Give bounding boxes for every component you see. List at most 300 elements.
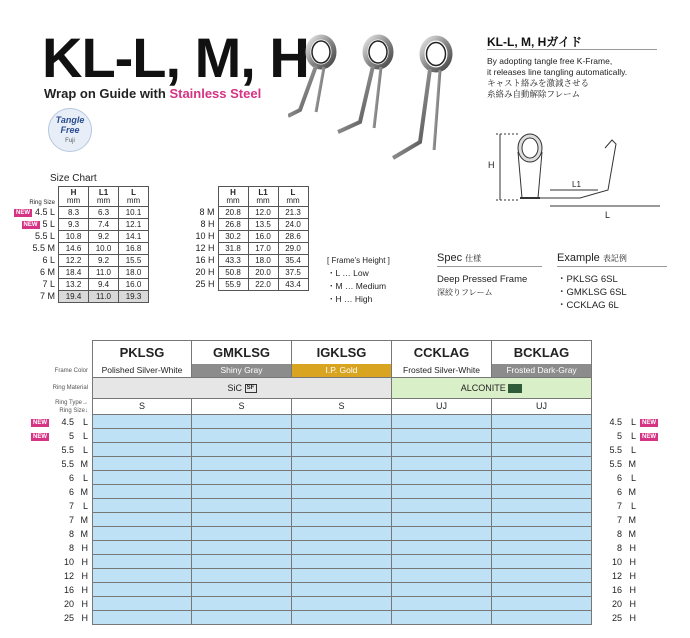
size-value: 17.0	[248, 243, 278, 255]
size-label	[12, 243, 59, 255]
availability-cell[interactable]	[92, 429, 192, 443]
size-number: 10	[195, 231, 208, 241]
size-label	[12, 267, 59, 279]
divider	[437, 266, 542, 267]
divider	[557, 266, 667, 267]
availability-cell[interactable]	[392, 499, 492, 513]
table-row	[92, 471, 592, 485]
new-badge: NEW	[16, 209, 30, 216]
row-label-right	[594, 471, 684, 485]
availability-cell[interactable]	[492, 611, 592, 625]
size-number: 4.5	[35, 207, 51, 217]
size-number: 5.5	[61, 459, 74, 469]
size-value: 14.6	[59, 243, 89, 255]
availability-cell[interactable]	[492, 415, 592, 429]
availability-cell[interactable]	[192, 471, 292, 485]
size-row	[172, 255, 308, 267]
guide-illustration	[288, 32, 468, 164]
availability-cell[interactable]	[92, 457, 192, 471]
size-label	[172, 207, 218, 219]
size-type: H	[208, 231, 215, 241]
availability-cell[interactable]	[192, 457, 292, 471]
size-type: H	[81, 613, 88, 623]
availability-cell[interactable]	[292, 457, 392, 471]
row-label-left	[8, 485, 92, 499]
divider	[487, 49, 657, 50]
availability-cell[interactable]	[292, 597, 392, 611]
example-list	[557, 273, 627, 312]
row-label-left	[8, 443, 92, 457]
sic-mark-icon: SF	[245, 384, 257, 393]
size-value: 21.3	[278, 207, 308, 219]
size-number: 5	[68, 431, 74, 441]
row-label-right	[594, 457, 684, 471]
table-row	[92, 485, 592, 499]
dimension-diagram	[480, 118, 670, 228]
availability-cell[interactable]	[492, 499, 592, 513]
availability-cell[interactable]	[92, 555, 192, 569]
column-header-ccklag: CCKLAG	[392, 340, 492, 364]
size-type: L	[82, 431, 88, 441]
row-label-left	[8, 457, 92, 471]
size-number: 7	[616, 515, 622, 525]
size-value: 20.0	[248, 267, 278, 279]
availability-cell[interactable]	[92, 443, 192, 457]
availability-cell[interactable]	[192, 499, 292, 513]
availability-cell[interactable]	[392, 527, 492, 541]
frame-color-row	[92, 364, 592, 378]
availability-cell[interactable]	[492, 583, 592, 597]
size-label	[12, 291, 59, 303]
alconite-mark-icon	[508, 384, 522, 393]
size-number: 7	[68, 515, 74, 525]
grid-left-labels	[8, 340, 92, 625]
size-number: 5.5	[609, 445, 622, 455]
row-label-right	[594, 415, 684, 429]
size-value: 9.2	[89, 255, 119, 267]
availability-cell[interactable]	[392, 457, 492, 471]
availability-cell[interactable]	[492, 471, 592, 485]
example-item: ・PKLSG 6SL	[557, 274, 618, 285]
table-row	[92, 513, 592, 527]
table-row	[92, 541, 592, 555]
size-row	[172, 243, 308, 255]
size-number: 4.5	[609, 417, 622, 427]
availability-cell[interactable]	[192, 443, 292, 457]
size-number: 5	[42, 219, 51, 229]
size-type: H	[81, 599, 88, 609]
row-label-right	[594, 485, 684, 499]
spec-value	[437, 273, 527, 299]
size-value: 13.2	[59, 279, 89, 291]
size-type: H	[81, 557, 88, 567]
size-type: L	[82, 445, 88, 455]
size-number: 25	[611, 613, 622, 623]
availability-cell[interactable]	[392, 513, 492, 527]
desc-line: 糸絡み自動解除フレーム	[487, 89, 581, 99]
availability-cell[interactable]	[92, 415, 192, 429]
size-value: 18.0	[248, 255, 278, 267]
availability-cell[interactable]	[292, 429, 392, 443]
size-number: 5.5	[609, 459, 622, 469]
size-type: H	[208, 243, 215, 253]
size-type: M	[80, 529, 88, 539]
size-number: 8	[200, 219, 208, 229]
availability-cell[interactable]	[192, 541, 292, 555]
availability-cell[interactable]	[492, 555, 592, 569]
availability-cell[interactable]	[192, 527, 292, 541]
size-type: H	[208, 255, 215, 265]
availability-cell[interactable]	[492, 569, 592, 583]
availability-cell[interactable]	[292, 527, 392, 541]
availability-cell[interactable]	[392, 415, 492, 429]
size-number: 6	[40, 267, 48, 277]
availability-cell[interactable]	[92, 513, 192, 527]
size-value: 9.2	[89, 231, 119, 243]
size-row	[12, 267, 149, 279]
size-value: 7.4	[89, 219, 119, 231]
size-number: 16	[63, 585, 74, 595]
new-badge: NEW	[33, 433, 47, 440]
availability-cell[interactable]	[292, 541, 392, 555]
size-label	[12, 255, 59, 267]
size-type: M	[47, 243, 56, 253]
availability-cell[interactable]	[392, 583, 492, 597]
frame-color-cell: I.P. Gold	[292, 364, 392, 378]
ring-type-cell: UJ	[392, 399, 492, 415]
ring-type-cell: S	[192, 399, 292, 415]
availability-cell[interactable]	[192, 555, 292, 569]
availability-cell[interactable]	[292, 415, 392, 429]
size-label	[172, 243, 218, 255]
frame-color-label: Frame Color	[54, 368, 88, 374]
col-l1: L1 mm	[89, 187, 119, 207]
size-label	[12, 279, 59, 291]
row-label-left	[8, 541, 92, 555]
dim-l-label: L	[605, 210, 611, 220]
right-header-desc	[487, 56, 627, 100]
ring-material-label: Ring Material	[52, 385, 88, 391]
size-value: 55.9	[218, 279, 248, 291]
availability-cell[interactable]	[192, 415, 292, 429]
size-number: 16	[195, 255, 208, 265]
row-label-left	[8, 527, 92, 541]
availability-cell[interactable]	[292, 569, 392, 583]
size-value: 8.3	[59, 207, 89, 219]
spec-value-en: Deep Pressed Frame	[437, 274, 528, 285]
availability-cell[interactable]	[392, 611, 492, 625]
size-value: 19.3	[119, 291, 149, 303]
size-value: 43.3	[218, 255, 248, 267]
table-row	[92, 555, 592, 569]
availability-cell[interactable]	[192, 583, 292, 597]
guide-1	[288, 37, 334, 116]
availability-cell[interactable]	[492, 541, 592, 555]
frame-color-cell: Frosted Dark-Gray	[492, 364, 592, 378]
size-label	[172, 255, 218, 267]
row-label-left	[8, 471, 92, 485]
size-row	[12, 279, 149, 291]
size-type: L	[50, 279, 56, 289]
availability-cell[interactable]	[92, 569, 192, 583]
size-number: 25	[63, 613, 74, 623]
size-row	[172, 267, 308, 279]
availability-cell[interactable]	[292, 513, 392, 527]
size-number: 8	[199, 207, 207, 217]
size-row	[12, 255, 149, 267]
size-type: L	[50, 255, 56, 265]
table-row	[92, 569, 592, 583]
size-number: 10	[63, 557, 74, 567]
size-label	[12, 207, 59, 219]
size-type: H	[629, 585, 636, 595]
availability-cell[interactable]	[292, 485, 392, 499]
availability-cell[interactable]	[392, 569, 492, 583]
availability-cell[interactable]	[492, 443, 592, 457]
availability-cell[interactable]	[192, 597, 292, 611]
row-label-left	[8, 415, 92, 429]
size-type: M	[47, 291, 56, 301]
desc-line: キャスト絡みを激減させる	[487, 78, 590, 88]
column-header-gmklsg: GMKLSG	[192, 340, 292, 364]
availability-cell[interactable]	[492, 429, 592, 443]
availability-cell[interactable]	[392, 541, 492, 555]
ring-material-row	[92, 378, 592, 399]
size-row	[12, 291, 149, 303]
availability-cell[interactable]	[292, 611, 392, 625]
size-value: 16.8	[119, 243, 149, 255]
availability-cell[interactable]	[92, 583, 192, 597]
page-title: KL-L, M, H	[42, 26, 309, 89]
size-type: L	[50, 219, 56, 229]
size-number: 20	[611, 599, 622, 609]
ring-size-header: Ring Size	[29, 199, 56, 206]
size-label	[172, 231, 218, 243]
size-value: 26.8	[218, 219, 248, 231]
availability-cell[interactable]	[392, 485, 492, 499]
size-type: H	[81, 571, 88, 581]
availability-cell[interactable]	[392, 555, 492, 569]
size-number: 16	[611, 585, 622, 595]
availability-cell[interactable]	[492, 513, 592, 527]
size-value: 43.4	[278, 279, 308, 291]
table-row	[92, 611, 592, 625]
availability-cell[interactable]	[292, 583, 392, 597]
size-value: 16.0	[248, 231, 278, 243]
size-type: L	[82, 417, 88, 427]
size-number: 7	[68, 501, 74, 511]
size-value: 18.4	[59, 267, 89, 279]
size-type: L	[630, 445, 636, 455]
example-title: Example 表記例	[557, 252, 627, 264]
row-label-left	[8, 555, 92, 569]
size-type: M	[628, 459, 636, 469]
row-label-left	[8, 611, 92, 625]
size-number: 8	[68, 543, 74, 553]
size-type: H	[208, 267, 215, 277]
size-value: 35.4	[278, 255, 308, 267]
row-label-left	[8, 569, 92, 583]
size-number: 7	[616, 501, 622, 511]
row-label-left	[8, 583, 92, 597]
size-number: 5	[616, 431, 622, 441]
size-type: M	[207, 207, 215, 217]
availability-cell[interactable]	[392, 597, 492, 611]
availability-cell[interactable]	[292, 555, 392, 569]
row-label-right	[594, 499, 684, 513]
size-value: 12.0	[248, 207, 278, 219]
size-value: 20.8	[218, 207, 248, 219]
availability-cell[interactable]	[92, 611, 192, 625]
availability-cell[interactable]	[192, 611, 292, 625]
table-row	[92, 527, 592, 541]
ring-type-row	[92, 399, 592, 415]
size-number: 25	[195, 279, 208, 289]
size-type: M	[80, 515, 88, 525]
col-h: H mm	[218, 187, 248, 207]
table-row	[92, 457, 592, 471]
size-type: L	[82, 501, 88, 511]
guide-2	[338, 37, 391, 132]
availability-cell[interactable]	[292, 443, 392, 457]
size-value: 37.5	[278, 267, 308, 279]
availability-cell[interactable]	[492, 597, 592, 611]
size-row	[12, 207, 149, 219]
size-type: L	[630, 501, 636, 511]
size-type: M	[628, 515, 636, 525]
availability-cell[interactable]	[192, 429, 292, 443]
availability-cell[interactable]	[192, 485, 292, 499]
availability-cell[interactable]	[192, 569, 292, 583]
new-badge: NEW	[23, 221, 38, 228]
size-number: 12	[195, 243, 208, 253]
size-type: H	[208, 219, 215, 229]
frame-color-cell: Shiny Gray	[192, 364, 292, 378]
column-header-pklsg: PKLSG	[92, 340, 192, 364]
availability-cell[interactable]	[392, 429, 492, 443]
size-row	[172, 207, 308, 219]
size-number: 6	[616, 487, 622, 497]
size-number: 20	[195, 267, 208, 277]
row-label-left	[8, 499, 92, 513]
frame-height-item: ・M … Medium	[327, 281, 387, 291]
size-type: H	[208, 279, 215, 289]
ring-type-cell: S	[292, 399, 392, 415]
size-type: L	[50, 207, 56, 217]
ring-type-cell: S	[92, 399, 192, 415]
row-label-right	[594, 541, 684, 555]
size-type: M	[80, 459, 88, 469]
size-number: 12	[63, 571, 74, 581]
availability-cell[interactable]	[392, 443, 492, 457]
size-type: M	[628, 529, 636, 539]
availability-cell[interactable]	[92, 471, 192, 485]
size-type: L	[50, 231, 56, 241]
row-label-left	[8, 513, 92, 527]
subtitle	[44, 86, 261, 101]
size-row	[12, 219, 149, 231]
availability-cell[interactable]	[492, 457, 592, 471]
size-type: L	[630, 431, 636, 441]
size-value: 50.8	[218, 267, 248, 279]
size-number: 20	[63, 599, 74, 609]
size-chart-left	[12, 186, 149, 303]
size-row	[172, 219, 308, 231]
size-value: 13.5	[248, 219, 278, 231]
size-value: 22.0	[248, 279, 278, 291]
availability-cell[interactable]	[92, 499, 192, 513]
availability-cell[interactable]	[492, 527, 592, 541]
size-row	[12, 243, 149, 255]
size-chart-right	[172, 186, 309, 291]
col-l: L mm	[119, 187, 149, 207]
size-value: 10.1	[119, 207, 149, 219]
size-type: H	[81, 543, 88, 553]
frame-color-cell: Frosted Silver-White	[392, 364, 492, 378]
desc-line: it releases line tangling automatically.	[487, 67, 628, 77]
row-label-left	[8, 597, 92, 611]
size-value: 28.6	[278, 231, 308, 243]
availability-cell[interactable]	[492, 485, 592, 499]
table-row	[92, 499, 592, 513]
size-number: 5.5	[32, 243, 48, 253]
availability-cell[interactable]	[192, 513, 292, 527]
size-value: 10.0	[89, 243, 119, 255]
size-number: 6	[68, 473, 74, 483]
size-number: 8	[616, 543, 622, 553]
example-item: ・CCKLAG 6L	[557, 300, 619, 311]
table-row	[92, 415, 592, 429]
size-type: H	[629, 543, 636, 553]
size-number: 12	[611, 571, 622, 581]
availability-cell[interactable]	[92, 485, 192, 499]
row-label-right	[594, 513, 684, 527]
product-grid	[92, 340, 592, 625]
availability-cell[interactable]	[292, 499, 392, 513]
size-label	[172, 267, 218, 279]
availability-cell[interactable]	[92, 527, 192, 541]
ring-type-label: Ring Type→ Ring Size↓	[55, 400, 88, 414]
availability-cell[interactable]	[92, 541, 192, 555]
size-value: 31.8	[218, 243, 248, 255]
column-header-igklsg: IGKLSG	[292, 340, 392, 364]
size-number: 5.5	[61, 445, 74, 455]
size-number: 6	[42, 255, 51, 265]
tangle-free-logo	[48, 108, 92, 152]
availability-cell[interactable]	[392, 471, 492, 485]
availability-cell[interactable]	[292, 471, 392, 485]
availability-cell[interactable]	[92, 597, 192, 611]
size-number: 8	[616, 529, 622, 539]
new-badge: NEW	[642, 419, 656, 426]
size-label	[172, 279, 218, 291]
size-value: 18.0	[119, 267, 149, 279]
frame-height-item: ・H … High	[327, 294, 373, 304]
size-number: 6	[68, 487, 74, 497]
size-value: 19.4	[59, 291, 89, 303]
size-value: 9.3	[59, 219, 89, 231]
row-label-left	[8, 429, 92, 443]
size-value: 29.0	[278, 243, 308, 255]
size-chart-label: Size Chart	[50, 173, 97, 184]
row-label-right	[594, 583, 684, 597]
right-header-title: KL-L, M, Hガイド	[487, 35, 582, 49]
size-number: 4.5	[61, 417, 74, 427]
desc-line: By adopting tangle free K-Frame,	[487, 56, 613, 66]
table-row	[92, 429, 592, 443]
size-number: 5.5	[35, 231, 51, 241]
row-label-right	[594, 527, 684, 541]
